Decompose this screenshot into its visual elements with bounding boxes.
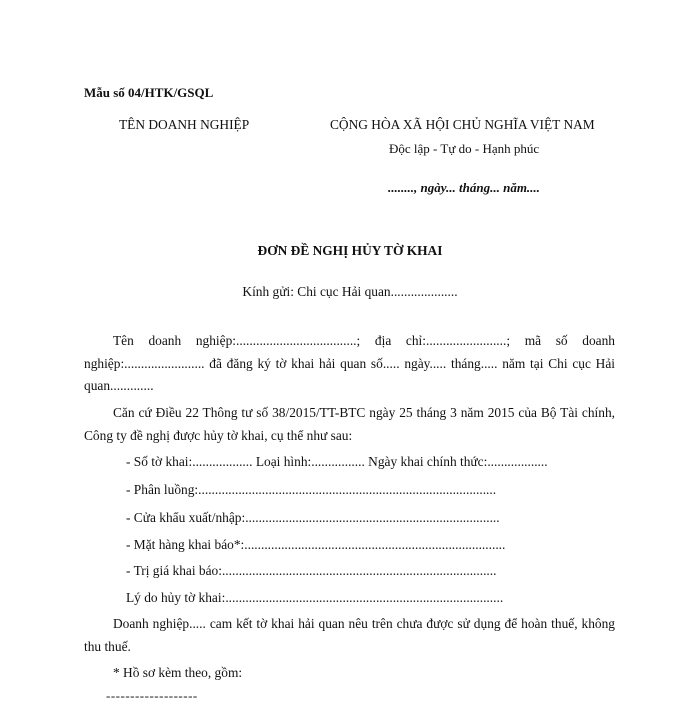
national-title: CỘNG HÒA XÃ HỘI CHỦ NGHĨA VIỆT NAM [330, 117, 595, 132]
form-number: Mẫu số 04/HTK/GSQL [84, 85, 214, 100]
recipient-line: Kính gửi: Chi cục Hải quan.................... [242, 284, 458, 299]
field-declared-value: - Trị giá khai báo:.................................................................................. [126, 563, 497, 578]
national-motto: Độc lập - Tự do - Hạnh phúc [389, 141, 540, 156]
field-declaration-number: - Số tờ khai:.................. Loại hình:................ Ngày khai chính thức:.................. [126, 454, 548, 469]
field-channel: - Phân luồng:......................................................................................... [126, 482, 497, 497]
field-goods: - Mặt hàng khai báo*:.............................................................................. [126, 537, 506, 552]
attachments-rule: ------------------- [106, 688, 198, 703]
field-border-gate: - Cửa khẩu xuất/nhập:............................................................................ [126, 510, 500, 525]
attachments-label: * Hồ sơ kèm theo, gồm: [113, 665, 243, 680]
date-line: ........, ngày... tháng... năm.... [388, 180, 540, 195]
document-title: ĐƠN ĐỀ NGHỊ HỦY TỜ KHAI [257, 243, 443, 258]
field-cancellation-reason: Lý do hủy tờ khai:................................................................................... [126, 590, 504, 605]
paragraph-legal-basis: Căn cứ Điều 22 Thông tư số 38/2015/TT-BTC ngày 25 tháng 3 năm 2015 của Bộ Tài chính, Công ty đề nghị được hủy tờ khai, cụ thể như sau: [84, 405, 615, 443]
paragraph-commitment: Doanh nghiệp..... cam kết tờ khai hải quan nêu trên chưa được sử dụng để hoàn thuế, không thu thuế. [84, 616, 615, 654]
paragraph-company-info: Tên doanh nghiệp:....................................; địa chỉ:........................; mã số doanh nghiệp:........................ đã đăng ký tờ khai hải quan số..... ngày..... tháng..... năm tại Chi cục Hải quan............. [84, 333, 615, 393]
company-name-placeholder: TÊN DOANH NGHIỆP [119, 117, 250, 132]
